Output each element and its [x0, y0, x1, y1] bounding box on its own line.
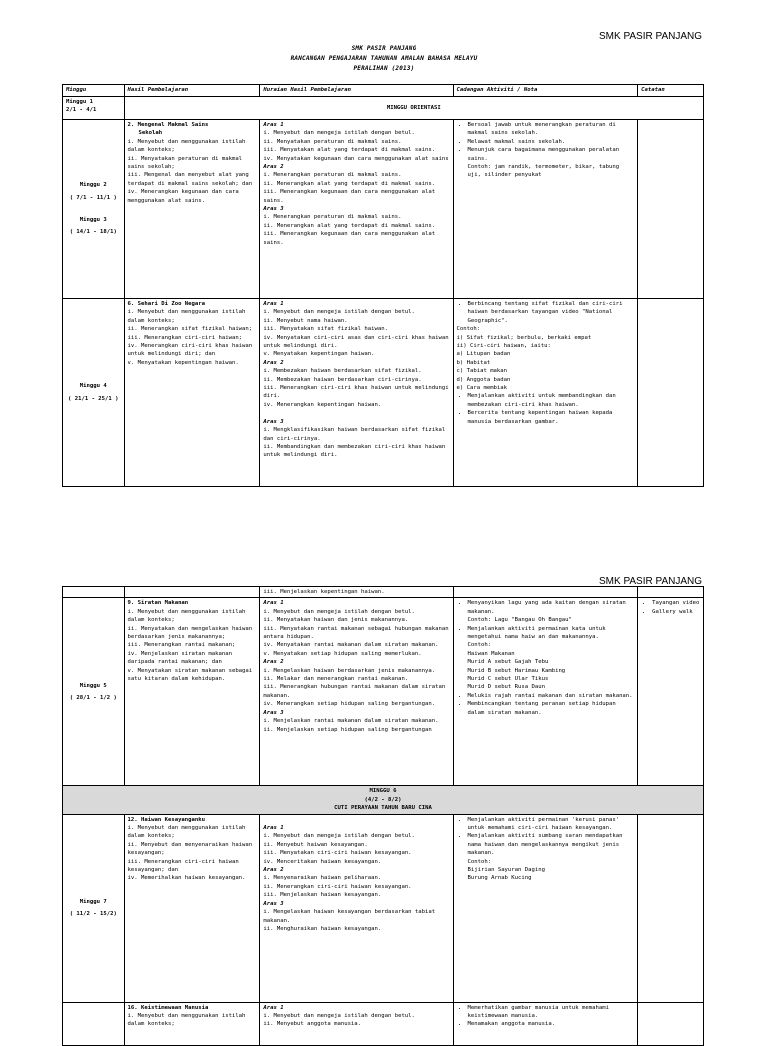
- topic-title: 12. Haiwan Kesayanganku: [127, 816, 206, 823]
- school-header: SMK PASIR PANJANG: [599, 576, 702, 587]
- text-line: iv. Menerangkan kepentingan haiwan.: [263, 401, 382, 408]
- list-item-cont: membezakan ciri-ciri khas haiwan.: [467, 401, 579, 408]
- text-line: iii. Menerangkan rantai makanan;: [127, 642, 236, 649]
- hp-list: [128, 138, 257, 205]
- text-line: v. Menyatakan kepentingan haiwan.: [127, 359, 239, 366]
- school-header: SMK PASIR PANJANG: [599, 31, 702, 42]
- text-line: Murid D sebut Rusa Daun: [467, 684, 545, 691]
- text-line: iii. Menyatakan ciri-ciri haiwan kesayangan.: [263, 850, 412, 857]
- text-line: Bijirian Sayuran Daging: [467, 867, 545, 874]
- list-item: • Bersoal jawab untuk menerangkan peraturan di: [468, 121, 635, 129]
- week-label: Minggu 2: [79, 182, 107, 189]
- text-line: i) Sifat fizikal; berbulu, berkaki empat: [456, 334, 592, 341]
- text-line: [263, 409, 449, 417]
- text-line: Burung Arnab Kucing: [467, 875, 532, 882]
- text-line: c) Tabiat makan: [456, 368, 508, 375]
- title-line-3: PERALIHAN (2013): [353, 65, 415, 72]
- table-row: [63, 587, 704, 598]
- week-dates: 2/1 - 4/1: [66, 107, 97, 114]
- text-line: ii. Menyatakan haiwan dan jenis makanannya.: [263, 617, 409, 624]
- table-row: [63, 598, 704, 786]
- text-line: Murid A sebut Gajah Tebu: [467, 659, 549, 666]
- text-line: iii. Menerangkan ciri-ciri haiwan kesayangan; dan: [127, 858, 239, 874]
- topic-title: 16. Keistimewaan Manusia: [127, 1004, 209, 1011]
- lesson-plan-table: [62, 84, 704, 487]
- text-line: i. Menyebut dan menggunakan istilah dalam konteks;: [127, 309, 246, 324]
- text-line: i. Menyebut dan menggunakan istilah dalam konteks;: [127, 608, 246, 624]
- cadangan-cell: [453, 299, 638, 487]
- text-line: b) Habitat: [456, 359, 491, 366]
- header-huraian: Huraian Hasil Pembelajaran: [260, 85, 453, 97]
- text-line: ii. Melakar dan menerangkan rantai makanan.: [263, 676, 409, 683]
- text-line: i. Menyebut dan mengeja istilah dengan betul.: [263, 309, 415, 316]
- table-row: [63, 97, 704, 120]
- level-heading: Aras 1: [263, 600, 284, 607]
- text-line: iii. Menyatakan rantai makanan sebagai hubungan makanan antara hidupan.: [263, 625, 449, 641]
- text-line: ii. Menerangkan sifat fizikal haiwan;: [127, 326, 253, 333]
- list-item: • Menjalankan aktiviti permainan 'kerusi panas' untuk memahami ciri-ciri haiwan kesayangan.: [468, 816, 635, 833]
- level-heading: Aras 2: [263, 164, 284, 171]
- text-line: Contoh:: [456, 326, 481, 333]
- level-heading: Aras 1: [263, 1004, 284, 1011]
- text-line: ii. Menghuraikan haiwan kesayangan.: [263, 925, 382, 932]
- text-line: iv. Menyatakan kegunaan dan cara menggunakan alat sains: [263, 155, 449, 162]
- text-line: i. Menyebut dan menggunakan istilah dalam konteks;: [127, 825, 246, 840]
- text-line: ii. Menyatakan peraturan di makmal sains sekolah;: [127, 155, 243, 171]
- topic-title: 6. Sehari Di Zoo Negara: [127, 301, 206, 307]
- holiday-dates: (4/2 - 8/2): [364, 796, 402, 803]
- hp-list: [128, 1012, 257, 1029]
- orientation-label: MINGGU ORIENTASI: [124, 97, 703, 120]
- text-line: iv. Menyatakan ciri-ciri asas dan ciri-ciri khas haiwan untuk melindungi diri.: [263, 334, 449, 350]
- list-item: • Bercerita tentang kepentingan haiwan kepada manusia berdasarkan gambar.: [468, 409, 635, 426]
- text-line: i. Menyebut dan mengeja istilah dengan betul.: [263, 130, 415, 137]
- week-label: Minggu 4: [79, 383, 107, 390]
- header-cadangan: Cadangan Aktiviti / Nota: [453, 85, 638, 97]
- catatan-cell: [638, 299, 704, 487]
- text-line: i. Menyebut dan mengeja istilah dengan betul.: [263, 608, 415, 615]
- text-line: iv. Menceritakan haiwan kesayangan.: [263, 858, 382, 865]
- hasil-cell: [124, 598, 260, 786]
- text-line: ii. Membezakan haiwan berdasarkan ciri-cirinya.: [263, 376, 422, 383]
- list-item: • Melawat makmal sains sekolah.: [468, 138, 635, 146]
- week-cell: [63, 814, 125, 1002]
- table-row: [63, 120, 704, 299]
- title-line-2: RANCANGAN PENGAJARAN TAHUNAN AMALAN BAHASA MELAYU: [290, 55, 478, 62]
- text-line: Contoh:: [467, 642, 492, 649]
- week-label: Minggu 3: [79, 217, 107, 223]
- holiday-label: CUTI PERAYAAN TAHUN BARU CINA: [334, 805, 432, 812]
- text-line: i. Menjelaskan rantai makanan dalam siratan makanan.: [263, 718, 439, 725]
- huraian-cell: [260, 598, 453, 786]
- table-row: [63, 786, 704, 814]
- header-hasil: Hasil Pembelajaran: [124, 85, 260, 97]
- list-item: • Membincangkan tentang peranan setiap hidupan: [468, 700, 635, 708]
- text-line: iii. Menerangkan kegunaan dan cara menggunakan alat sains.: [263, 189, 436, 204]
- text-line: v. Menyatakan setiap hidupan saling memerlukan.: [263, 650, 422, 657]
- list-item: • Menjalankan aktiviti untuk membandingkan dan: [468, 392, 635, 400]
- level-heading: Aras 1: [263, 122, 284, 128]
- week-dates: ( 28/1 - 1/2 ): [69, 694, 117, 701]
- text-line: v. Menyatakan kepentingan haiwan.: [263, 351, 375, 358]
- text-line: Contoh:: [467, 858, 492, 865]
- title-line-1: SMK PASIR PANJANG: [351, 45, 417, 52]
- text-line: i. Menyenaraikan haiwan peliharaan.: [263, 875, 382, 882]
- text-line: a) Litupan badan: [456, 351, 511, 358]
- text-line: i. Menyebut dan menggunakan istilah dalam konteks;: [127, 138, 246, 154]
- text-line: iv. Memerihalkan haiwan kesayangan.: [127, 875, 246, 882]
- huraian-cell: [260, 299, 453, 487]
- text-line: ii. Menyatakan dan mengelaskan haiwan berdasarkan jenis makanannya;: [127, 625, 253, 641]
- header-minggu: Minggu: [63, 85, 125, 97]
- list-item: • Menunjuk cara bagaimana menggunakan peralatan sains.: [468, 146, 635, 163]
- text-line: iv. Menerangkan ciri-ciri khas haiwan untuk melindungi diri; dan: [127, 343, 253, 358]
- week-dates: ( 14/1 - 18/1): [69, 229, 117, 236]
- week-dates: ( 7/1 - 11/1 ): [69, 194, 117, 201]
- text-line: iii. Menyatakan sifat fizikal haiwan.: [263, 326, 388, 333]
- text-line: e) Cara membiak: [456, 385, 508, 392]
- text-line: i. Menerangkan peraturan di makmal sains.: [263, 214, 402, 221]
- header-catatan: Catatan: [638, 85, 704, 97]
- list-item: • Berbincang tentang sifat fizikal dan ciri-ciri haiwan berdasarkan tayangan video "National Geographic".: [468, 300, 635, 325]
- text-line: iii. Menerangkan kegunaan dan cara menggunakan alat sains.: [263, 231, 436, 246]
- list-item: • Menamakan anggota manusia.: [468, 1020, 635, 1028]
- list-item: • Menjalankan aktiviti permainan kata untuk mengetahui nama haiw an dan makanannya.: [468, 625, 635, 642]
- text-line: i. Mengelaskan haiwan kesayangan berdasarkan tabiat makanan.: [263, 909, 436, 924]
- table-row: [63, 814, 704, 1002]
- huraian-cell: [260, 120, 453, 299]
- hp-list: [128, 824, 257, 883]
- text-line: Murid B sebut Harimau Kambing: [467, 667, 566, 674]
- hp-list: [128, 608, 257, 684]
- week-label: Minggu 7: [79, 898, 107, 905]
- document-page-2: [0, 568, 768, 1028]
- topic-title: 9. Siratan Makanan: [127, 600, 189, 607]
- huraian-cell: [260, 814, 453, 1002]
- level-heading: Aras 2: [263, 867, 284, 874]
- level-heading: Aras 3: [263, 418, 284, 425]
- hasil-cell: [124, 120, 260, 299]
- text-line: iii. Menyatakan alat yang terdapat di makmal sains.: [263, 147, 436, 154]
- text-line: ii. Menjelaskan setiap hidupan saling bergantungan: [263, 726, 432, 733]
- table-header-row: [63, 85, 704, 97]
- level-heading: Aras 3: [263, 900, 284, 907]
- level-heading: Aras 3: [263, 709, 284, 716]
- text-line: iii. Menjelaskan haiwan kesayangan.: [263, 892, 382, 899]
- document-title: [0, 44, 768, 74]
- level-heading: Aras 3: [263, 206, 284, 213]
- list-item-cont: Contoh: Lagu "Bangau Oh Bangau": [467, 617, 572, 624]
- text-line: ii. Menyebut haiwan kesayangan.: [263, 841, 368, 848]
- holiday-week: MINGGU 6: [369, 788, 397, 795]
- text-line: iv. Menerangkan setiap hidupan saling bergantungan.: [263, 701, 436, 708]
- cadangan-cell: [453, 814, 638, 1002]
- list-item-cont: makmal sains sekolah.: [467, 130, 539, 137]
- text-line: i. Menyebut dan mengeja istilah dengan betul.: [263, 833, 415, 840]
- text-line: ii. Menyatakan peraturan di makmal sains.: [263, 138, 402, 145]
- text-line: i. Membezakan haiwan berdasarkan sifat fizikal.: [263, 368, 422, 375]
- week-label: Minggu 5: [79, 682, 107, 689]
- text-line: i. Menerangkan peraturan di makmal sains.: [263, 172, 402, 179]
- ca-lines: [457, 858, 635, 883]
- week-label: Minggu 1: [66, 99, 93, 105]
- text-line: iv. Menyatakan rantai makanan dalam siratan makanan.: [263, 642, 439, 649]
- list-item: • Menyanyikan lagu yang ada kaitan dengan siratan makanan.: [468, 599, 635, 616]
- text-line: i. Menyebut dan mengeja istilah dengan betul.: [263, 1013, 415, 1020]
- list-item: • Gallery walk: [652, 608, 700, 616]
- text-line: ii. Menerangkan alat yang terdapat di makmal sains.: [263, 222, 436, 229]
- text-line: ii) Ciri-ciri haiwan, iaitu:: [456, 343, 551, 350]
- text-line: ii. Membandingkan dan membezakan ciri-ciri khas haiwan untuk melindungi diri.: [263, 443, 446, 459]
- holiday-row: [63, 786, 704, 814]
- text-line: ii. Menyebut anggota manusia.: [263, 1021, 362, 1028]
- hasil-cell: [124, 299, 260, 487]
- text-line: i. Menyebut dan menggunakan istilah dalam konteks;: [127, 1013, 246, 1028]
- week-cell: [63, 598, 125, 786]
- text-line: d) Anggota badan: [456, 376, 511, 383]
- text-line: [263, 816, 449, 824]
- week-dates: ( 21/1 - 25/1 ): [68, 395, 119, 402]
- text-line: iii. Menerangkan hubungan rantai makanan dalam siratan makanan.: [263, 684, 446, 699]
- text-line: Haiwan Makanan: [467, 650, 515, 657]
- list-item-cont: dalam siratan makanan.: [467, 709, 542, 716]
- topic-title: 2. Mengenal Makmal Sains: [127, 122, 209, 128]
- text-line: iv. Menjelaskan siratan makanan daripada rantai makanan; dan: [127, 650, 232, 666]
- text-line: iii. Menerangkan ciri-ciri haiwan;: [127, 334, 243, 341]
- text-line: iv. Menerangkan kegunaan dan cara menggunakan alat sains.: [127, 189, 239, 204]
- lesson-plan-table-continued: [62, 586, 704, 1046]
- text-line: i. Mengelaskan haiwan berdasarkan jenis makanannya.: [263, 667, 436, 674]
- example-note: Contoh: jam randik, termometer, bikar, tabung uji, silinder penyukat: [467, 164, 620, 179]
- cadangan-cell: [453, 598, 638, 786]
- text-line: ii. Menerangkan alat yang terdapat di makmal sains.: [263, 180, 436, 187]
- hasil-cell: [124, 814, 260, 1002]
- level-heading: Aras 2: [263, 359, 284, 366]
- text-line: Murid C sebut Ular Tikus: [467, 676, 549, 683]
- text-line: ii. Menyebut nama haiwan.: [263, 317, 348, 324]
- cadangan-cell: [453, 120, 638, 299]
- level-heading: Aras 1: [263, 825, 284, 832]
- hp-list: [128, 308, 257, 367]
- table-row: [63, 299, 704, 487]
- catatan-cell: [638, 598, 704, 786]
- text-line: i. Mengklasifikasikan haiwan berdasarkan sifat fizikal dan ciri-cirinya.: [263, 427, 446, 442]
- ca-lines: [457, 641, 635, 691]
- text-line: v. Menyatakan siratan makanan sebagai satu kitaran dalam kehidupan.: [127, 667, 253, 683]
- catatan-cell: [638, 120, 704, 299]
- list-item: • Melukis rajah rantai makanan dan siratan makanan.: [468, 692, 635, 700]
- week-cell: [63, 299, 125, 487]
- level-heading: Aras 2: [263, 659, 284, 666]
- week-cell: [63, 120, 125, 299]
- ca-lines: [457, 325, 635, 392]
- list-item: • Menjalankan aktiviti sumbang saran mendapatkan nama haiwan dan mengelaskannya mengikut jenis makanan.: [468, 832, 635, 857]
- topic-title-cont: Sekolah: [138, 130, 163, 137]
- week-dates: ( 11/2 - 15/2): [69, 911, 117, 918]
- text-line: iii. Menerangkan ciri-ciri khas haiwan untuk melindungi diri.: [263, 385, 449, 400]
- list-item: • Memerhatikan gambar manusia untuk memahami keistimewaan manusia.: [468, 1004, 635, 1021]
- catatan-cell: [638, 814, 704, 1002]
- week-cell: [63, 97, 125, 120]
- continued-text: iii. Menjelaskan kepentingan haiwan.: [260, 587, 453, 598]
- text-line: iii. Mengenal dan menyebut alat yang terdapat di makmal sains sekolah; dan: [127, 172, 253, 187]
- text-line: ii. Menyebut dan menyenaraikan haiwan kesayangan;: [127, 841, 253, 857]
- level-heading: Aras 1: [263, 301, 284, 307]
- text-line: ii. Menerangkan ciri-ciri haiwan kesayangan.: [263, 883, 412, 890]
- list-item: • Tayangan video: [652, 599, 700, 607]
